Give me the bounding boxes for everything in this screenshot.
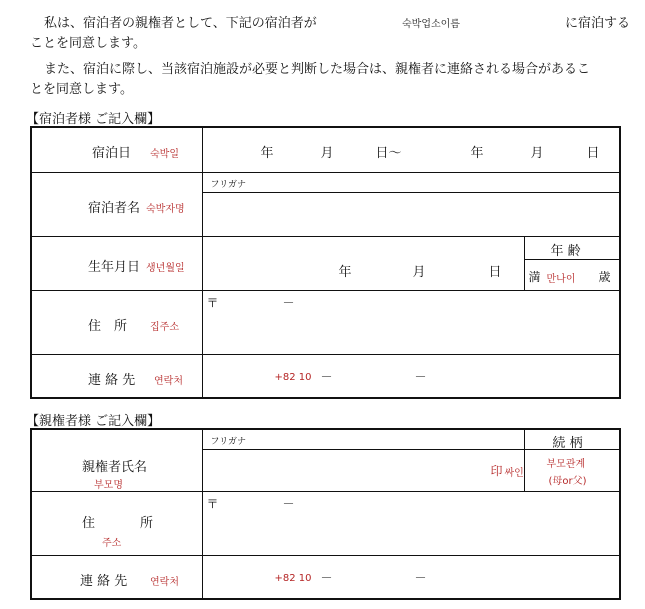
guest-name-label-ko: 숙박자명	[146, 203, 185, 215]
guest-contact-field[interactable]	[202, 354, 620, 398]
intro-line-2: ことを同意します。	[30, 36, 146, 51]
stay-day-to: 日	[586, 146, 600, 161]
parent-address-label-cell	[31, 491, 202, 555]
age-suffix: 歳	[598, 269, 611, 284]
dob-label: 生年月日	[88, 259, 141, 275]
guest-postal-dash: －	[282, 295, 295, 310]
age-prefix: 満	[528, 269, 541, 284]
stay-day-from: 日～	[375, 146, 402, 161]
stay-date-label: 宿泊日	[92, 146, 132, 161]
parent-phone-dash-1: －	[320, 570, 333, 585]
facility-name-note: 숙박업소이름	[402, 19, 460, 30]
relation-label: 続 柄	[552, 436, 583, 451]
stay-date-label-cell	[31, 127, 202, 172]
parent-name-label-cell	[31, 429, 202, 491]
relation-example: (母or父)	[548, 475, 587, 487]
parent-postal-dash: －	[282, 496, 295, 511]
guest-phone-prefix: +82 10	[274, 371, 312, 383]
guest-postal-mark: 〒	[206, 295, 219, 310]
parent-name-label-ko: 부모명	[94, 480, 123, 491]
guest-name-field[interactable]	[202, 172, 620, 236]
dob-day: 日	[488, 264, 502, 280]
guest-phone-dash-1: －	[320, 369, 333, 384]
parent-phone-prefix: +82 10	[274, 572, 312, 584]
guest-address-label-cell	[31, 290, 202, 354]
guest-form-table	[30, 126, 621, 399]
guest-contact-label-cell	[31, 354, 202, 398]
guest-address-label: 住 所	[88, 318, 128, 334]
dob-label-cell	[31, 236, 202, 290]
guest-phone-dash-2: －	[414, 369, 427, 384]
age-label: 年 齢	[550, 243, 581, 259]
parent-form-table	[30, 428, 621, 600]
stay-date-label-ko: 숙박일	[150, 149, 179, 160]
intro-line-1b: に宿泊する	[565, 16, 631, 31]
relation-ko: 부모관계	[546, 458, 586, 470]
parent-address-field[interactable]	[202, 491, 620, 555]
dob-field[interactable]	[202, 236, 524, 290]
guest-address-field[interactable]	[202, 290, 620, 354]
seal-label: 印	[490, 463, 503, 478]
relation-label-cell	[524, 429, 620, 449]
parent-contact-label-cell	[31, 555, 202, 599]
stay-year-from: 年	[260, 146, 274, 161]
parent-contact-field[interactable]	[202, 555, 620, 599]
stay-month-from: 月	[320, 146, 334, 161]
parent-phone-dash-2: －	[414, 570, 427, 585]
parent-contact-label-ko: 연락처	[150, 576, 179, 588]
guest-contact-label: 連 絡 先	[88, 372, 136, 388]
parent-address-label-ko: 주소	[102, 537, 122, 549]
parent-name-field[interactable]	[202, 449, 524, 491]
guest-name-label: 宿泊者名	[88, 200, 141, 216]
parent-furigana-label: フリガナ	[210, 437, 247, 447]
age-field[interactable]	[524, 236, 620, 290]
dob-month: 月	[412, 264, 426, 280]
dob-label-ko: 생년월일	[146, 262, 185, 274]
parent-section-heading: 【親権者様 ご記入欄】	[26, 414, 161, 429]
guest-address-label-ko: 집주소	[150, 321, 179, 333]
intro-line-4: とを同意します。	[30, 82, 133, 97]
guest-contact-label-ko: 연락처	[154, 375, 183, 387]
parent-address-label-a: 住	[82, 515, 96, 531]
stay-month-to: 月	[530, 146, 544, 161]
guest-section-heading: 【宿泊者様 ご記入欄】	[26, 112, 161, 127]
parent-address-label-b: 所	[140, 515, 154, 531]
guest-furigana-label: フリガナ	[210, 179, 247, 190]
parent-contact-label: 連 絡 先	[80, 573, 128, 589]
guest-name-label-cell	[31, 172, 202, 236]
stay-year-to: 年	[470, 146, 484, 161]
dob-year: 年	[338, 264, 352, 280]
parent-name-label: 親権者氏名	[82, 460, 148, 475]
parent-postal-mark: 〒	[206, 496, 219, 511]
seal-label-ko: 싸인	[504, 467, 524, 479]
parent-furigana-field[interactable]	[202, 429, 524, 449]
intro-line-1a: 私は、宿泊者の親権者として、下記の宿泊者が	[44, 16, 317, 31]
stay-date-field[interactable]	[202, 127, 620, 172]
intro-line-3: また、宿泊に際し、当該宿泊施設が必要と判断した場合は、親権者に連絡される場合があるこ	[44, 62, 591, 77]
relation-field[interactable]	[524, 449, 620, 491]
age-label-ko: 만나이	[546, 273, 576, 285]
